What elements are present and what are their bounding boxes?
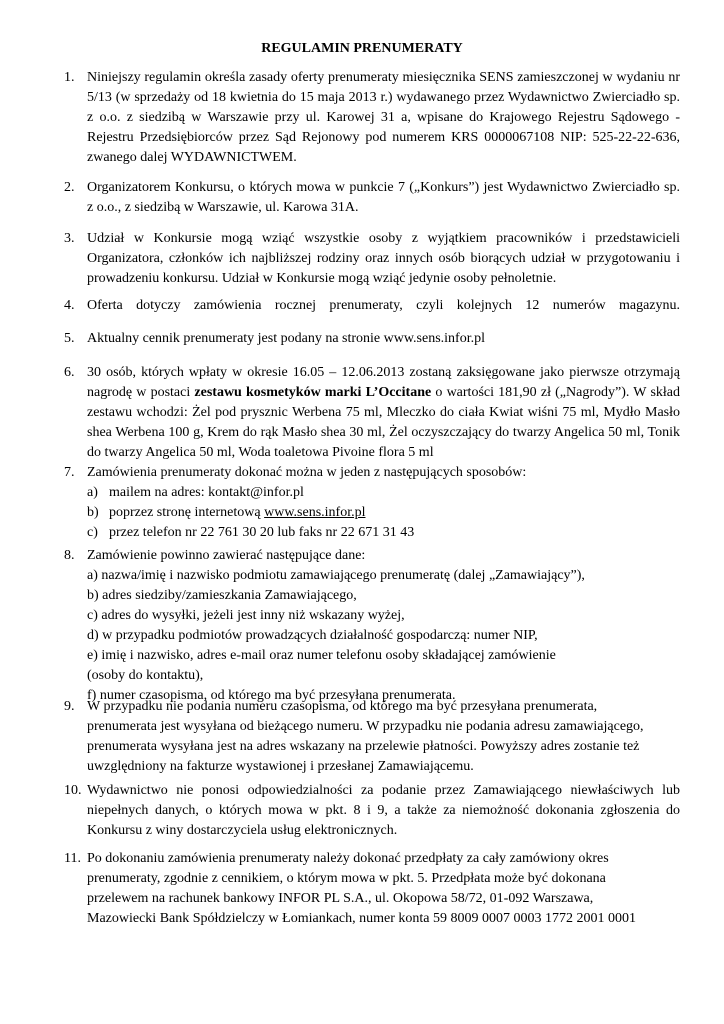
item-text-part: o wartości 181,90 zł („Nagrody”). W skład zestawu wchodzi: Żel pod prysznic Werbena 75 ml, Mleczko do ciała Kwiat wiśni 75 ml, Mydło Masło shea Werbena 100 g, Krem do rąk Masło shea 30 ml, Żel oczyszczający do twarzy Angelica 50 ml, Tonik do twarzy Angelica 50 ml, Woda toaletowa Pivoine flora 5 ml: [87, 385, 681, 460]
item-number: 2.: [64, 180, 75, 195]
order-method-phone: [64, 523, 680, 543]
text-line: prenumerata wysyłana jest na adres wskazany na przelewie płatności. Powyższy adres zostanie też: [87, 739, 640, 754]
item-number: 6.: [64, 365, 75, 380]
list-item: [64, 781, 680, 841]
item-number: 3.: [64, 231, 75, 246]
list-item: [64, 178, 680, 218]
list-item: [64, 329, 680, 349]
item-text: [87, 546, 680, 706]
sub-item-letter: c): [87, 525, 98, 540]
text-line: e) imię i nazwisko, adres e-mail oraz numer telefonu osoby składającej zamówienie: [87, 648, 556, 663]
order-method-email: [64, 483, 680, 503]
text-line: d) w przypadku podmiotów prowadzących działalność gospodarczą: numer NIP,: [87, 628, 538, 643]
text-line: prenumeraty, zgodnie z cennikiem, o którym mowa w pkt. 5. Przedpłata może być dokonana: [87, 871, 606, 886]
item-number: 7.: [64, 465, 75, 480]
sub-item-text: poprzez stronę internetową: [109, 505, 265, 520]
item-text: [87, 363, 680, 463]
sub-item-letter: a): [87, 485, 98, 500]
item-text: Udział w Konkursie mogą wziąć wszystkie osoby z wyjątkiem pracowników i przedstawicieli Organizatora, członków ich najbliższej rodziny oraz innych osób biorących udział w przygotowaniu i prowadzeniu konkursu. Udział w Konkursie mogą wziąć jedynie osoby pełnoletnie.: [87, 231, 680, 286]
order-method-website: [64, 503, 680, 523]
text-line: a) nazwa/imię i nazwisko podmiotu zamawiającego prenumeratę (dalej „Zamawiający”),: [87, 568, 585, 583]
document-title: REGULAMIN PRENUMERATY: [261, 41, 463, 56]
item-text: Aktualny cennik prenumeraty jest podany na stronie www.sens.infor.pl: [87, 331, 486, 346]
item-text: [87, 697, 680, 777]
prize-name: zestawu kosmetyków marki L’Occitane: [194, 385, 432, 400]
sub-item-text: przez telefon nr 22 761 30 20 lub faks nr 22 671 31 43: [109, 525, 415, 540]
list-item: [64, 229, 680, 289]
item-number: 10.: [64, 783, 82, 798]
item-number: 8.: [64, 548, 75, 563]
item-text-part: 30 osób, których wpłaty w okresie 16.05 – 12.06.2013 zostaną zaksięgowane jako pierwsze otrzymają nagrodę w postaci: [87, 365, 680, 400]
website-link[interactable]: www.sens.infor.pl: [264, 505, 366, 520]
item-text: Zamówienia prenumeraty dokonać można w jeden z następujących sposobów:: [87, 465, 527, 480]
item-number: 5.: [64, 331, 75, 346]
text-line: prenumerata jest wysyłana od bieżącego numeru. W przypadku nie podania adresu zamawiającego,: [87, 719, 644, 734]
text-line: Mazowiecki Bank Spółdzielczy w Łomiankach, numer konta 59 8009 0007 0003 1772 2001 0001: [87, 911, 637, 926]
text-line: Po dokonaniu zamówienia prenumeraty należy dokonać przedpłaty za cały zamówiony okres: [87, 851, 609, 866]
order-methods-list: [64, 483, 680, 543]
text-line: Zamówienie powinno zawierać następujące dane:: [87, 548, 366, 563]
item-number: 1.: [64, 70, 75, 85]
item-number: 4.: [64, 298, 75, 313]
list-item: [64, 463, 680, 543]
item-text: [87, 849, 680, 929]
item-number: 11.: [64, 851, 81, 866]
item-text: Niniejszy regulamin określa zasady oferty prenumeraty miesięcznika SENS zamieszczonej w wydaniu nr 5/13 (w sprzedaży od 18 kwietnia do 15 maja 2013 r.) wydawanego przez Wydawnictwo Zwierciadło sp. z o.o. z siedzibą w Warszawie przy ul. Karowej 31 a, wpisane do Krajowego Rejestru Sądowego - Rejestru Przedsiębiorców przez Sąd Rejonowy pod numerem KRS 0000067108 NIP: 525-22-22-636, zwanego dalej WYDAWNICTWEM.: [87, 70, 680, 165]
list-item: [64, 697, 680, 777]
list-item: [64, 68, 680, 168]
item-text: Oferta dotyczy zamówienia rocznej prenumeraty, czyli kolejnych 12 numerów magazynu.: [87, 298, 680, 313]
item-number: 9.: [64, 699, 75, 714]
sub-item-letter: b): [87, 505, 99, 520]
list-item: [64, 296, 680, 316]
text-line: c) adres do wysyłki, jeżeli jest inny niż wskazany wyżej,: [87, 608, 405, 623]
text-line: przelewem na rachunek bankowy INFOR PL S.A., ul. Okopowa 58/72, 01-092 Warszawa,: [87, 891, 594, 906]
list-item: [64, 546, 680, 706]
text-line: uwzględniony na fakturze wystawionej i przesłanej Zamawiającemu.: [87, 759, 474, 774]
text-line: W przypadku nie podania numeru czasopisma, od którego ma być przesyłana prenumerata,: [87, 699, 598, 714]
item-text: Organizatorem Konkursu, o których mowa w punkcie 7 („Konkurs”) jest Wydawnictwo Zwierciadło sp. z o.o., z siedzibą w Warszawie, ul. Karowa 31A.: [87, 180, 680, 215]
text-line: b) adres siedziby/zamieszkania Zamawiającego,: [87, 588, 357, 603]
text-line: (osoby do kontaktu),: [87, 668, 204, 683]
text-line: f) numer czasopisma, od którego ma być przesyłana prenumerata.: [87, 688, 456, 703]
item-text: Wydawnictwo nie ponosi odpowiedzialności za podanie przez Zamawiającego niewłaściwych lub niepełnych danych, o których mowa w pkt. 8 i 9, a także za niemożność dokonania zgłoszenia do Konkursu z winy dostarczyciela usług elektronicznych.: [87, 783, 680, 838]
list-item: [64, 849, 680, 929]
sub-item-text: mailem na adres: kontakt@infor.pl: [109, 485, 304, 500]
list-item: [64, 363, 680, 463]
